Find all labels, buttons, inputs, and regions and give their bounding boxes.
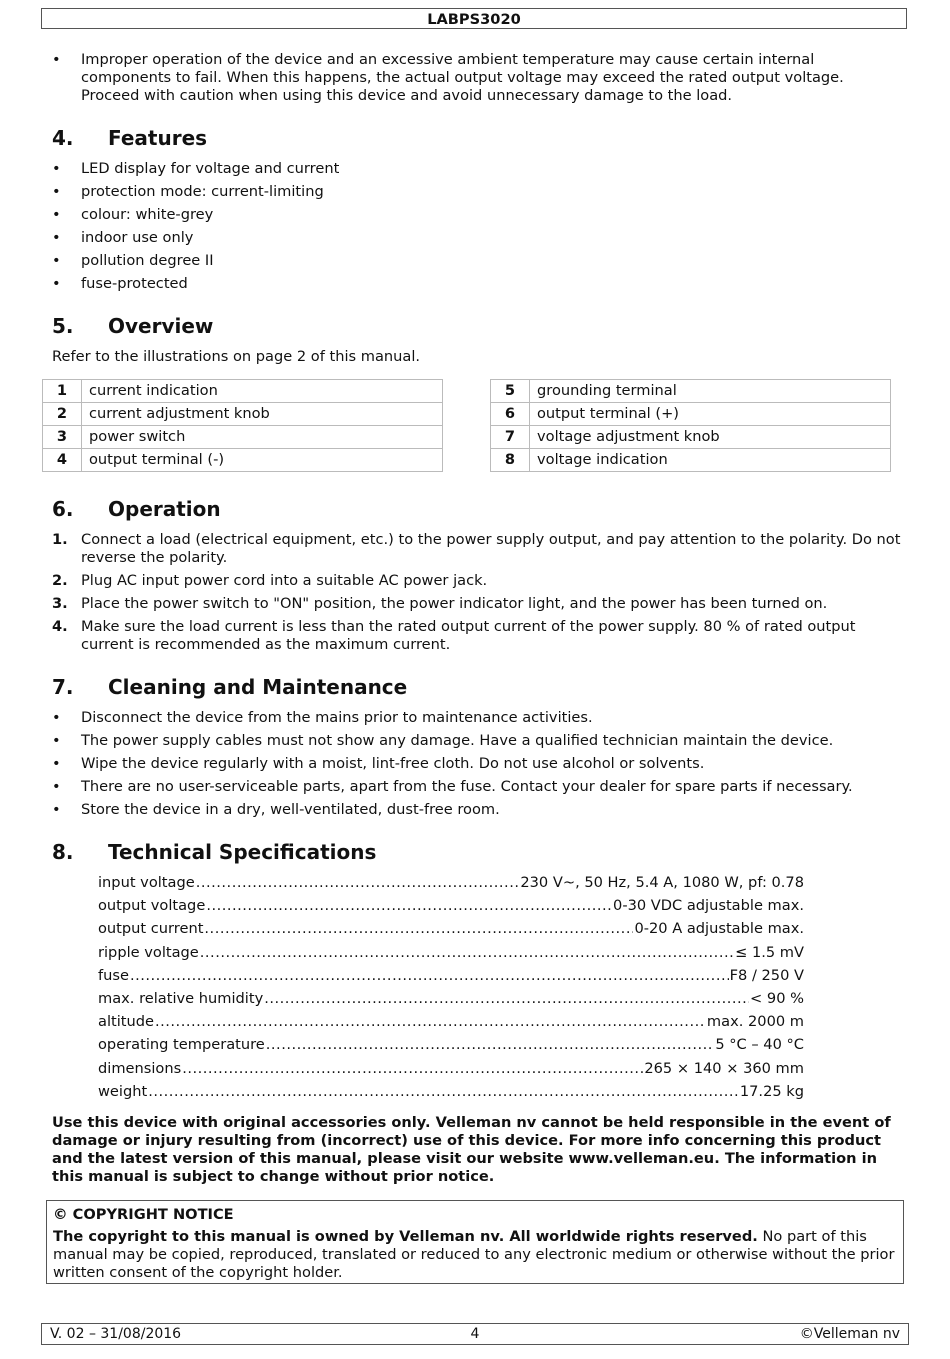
section-number: 7. xyxy=(52,675,74,699)
item-number: 5 xyxy=(491,380,530,403)
item-label: voltage indication xyxy=(530,449,891,472)
features-list xyxy=(52,160,902,298)
section-number: 4. xyxy=(52,126,74,150)
footer-page-number: 4 xyxy=(470,1326,480,1342)
list-item: • The power supply cables must not show any damage. Have a qualified technician maintain the device. xyxy=(52,732,902,750)
usage-notice: Use this device with original accessories only. Velleman nv cannot be held responsible in the event of damage or injury resulting from (incorrect) use of this device. For more info concerning this product and the latest version of this manual, please visit our website www.velleman.eu. The information in this manual is subject to change without prior notice. xyxy=(52,1114,891,1185)
spec-value: 265 × 140 × 360 mm xyxy=(644,1059,804,1077)
list-item: • Store the device in a dry, well-ventilated, dust-free room. xyxy=(52,801,902,819)
spec-label: max. relative humidity xyxy=(98,989,264,1007)
spec-value: 0-30 VDC adjustable max. xyxy=(613,897,804,915)
spec-value: 230 V~, 50 Hz, 5.4 A, 1080 W, pf: 0.78 xyxy=(520,874,804,891)
overview-intro: Refer to the illustrations on page 2 of this manual. xyxy=(52,348,421,365)
section-title-features xyxy=(52,126,207,150)
spec-label: altitude xyxy=(98,1013,154,1031)
section-title-cleaning xyxy=(52,675,407,699)
item-number: 7 xyxy=(491,426,530,449)
spec-list xyxy=(98,871,804,1103)
leader-dots xyxy=(200,941,734,964)
list-item: • Improper operation of the device and an excessive ambient temperature may cause certain internal components to fail. When this happens, the actual output voltage may exceed the rated output voltage. Proceed with caution when using this device and avoid unnecessary damage to the load. xyxy=(52,51,902,105)
table-row xyxy=(43,380,443,403)
step-number: 3. xyxy=(52,595,68,612)
cleaning-list xyxy=(52,709,902,824)
list-item: • pollution degree II xyxy=(52,252,902,270)
footer-version: V. 02 – 31/08/2016 xyxy=(50,1326,182,1342)
section-title-specs xyxy=(52,840,376,864)
leader-dots xyxy=(130,964,729,987)
spec-value: F8 / 250 V xyxy=(729,966,804,984)
spec-value: < 90 % xyxy=(750,989,804,1007)
spec-row xyxy=(98,871,804,894)
item-number: 6 xyxy=(491,403,530,426)
section-title-operation xyxy=(52,497,221,521)
spec-value: max. 2000 m xyxy=(706,1013,804,1031)
list-item: • indoor use only xyxy=(52,229,902,247)
copyright-bold-text: The copyright to this manual is owned by Velleman nv. All worldwide rights reserved. xyxy=(53,1228,758,1245)
spec-row xyxy=(98,964,804,987)
item-number: 2 xyxy=(43,403,82,426)
leader-dots xyxy=(148,1080,739,1103)
spec-label: weight xyxy=(98,1082,148,1100)
table-row xyxy=(43,449,443,472)
spec-row xyxy=(98,917,804,940)
step-text: Connect a load (electrical equipment, etc.) to the power supply output, and pay attention to the polarity. Do not reverse the polarity. xyxy=(81,531,901,566)
leader-dots xyxy=(155,1010,706,1033)
table-row xyxy=(491,426,891,449)
operation-steps xyxy=(52,531,904,659)
step-number: 2. xyxy=(52,572,68,589)
page-header xyxy=(41,8,907,29)
list-item: • LED display for voltage and current xyxy=(52,160,902,178)
footer-owner: ©Velleman nv xyxy=(799,1326,900,1342)
spec-label: output current xyxy=(98,920,204,938)
spec-value: 17.25 kg xyxy=(739,1082,804,1100)
table-row xyxy=(491,403,891,426)
table-row xyxy=(43,426,443,449)
spec-row xyxy=(98,941,804,964)
spec-value: 5 °C – 40 °C xyxy=(715,1036,804,1054)
spec-label: output voltage xyxy=(98,897,206,915)
leader-dots xyxy=(206,894,612,917)
step-number: 1. xyxy=(52,531,68,548)
section-heading: Technical Specifications xyxy=(108,840,377,864)
item-label: output terminal (+) xyxy=(530,403,891,426)
spec-label: ripple voltage xyxy=(98,943,199,961)
step-text: Place the power switch to "ON" position, the power indicator light, and the power has been turned on. xyxy=(81,595,828,612)
spec-value: 0-20 A adjustable max. xyxy=(634,920,804,938)
spec-row xyxy=(98,1010,804,1033)
step-text: Plug AC input power cord into a suitable AC power jack. xyxy=(81,572,488,589)
item-number: 1 xyxy=(43,380,82,403)
spec-value: ≤ 1.5 mV xyxy=(735,943,804,961)
copyright-text: No part of this manual may be copied, reproduced, translated or reduced to any electronic medium or otherwise without the prior written consent of the copyright holder. xyxy=(53,1228,895,1281)
spec-label: operating temperature xyxy=(98,1036,265,1054)
overview-table-left xyxy=(42,379,443,472)
item-label: output terminal (-) xyxy=(82,449,443,472)
item-number: 3 xyxy=(43,426,82,449)
copyright-title: © COPYRIGHT NOTICE xyxy=(53,1206,234,1223)
section-heading: Operation xyxy=(108,497,221,521)
item-number: 8 xyxy=(491,449,530,472)
leader-dots xyxy=(266,1033,715,1056)
section-number: 8. xyxy=(52,840,74,864)
leader-dots xyxy=(182,1057,643,1080)
copyright-box xyxy=(46,1200,904,1284)
item-label: voltage adjustment knob xyxy=(530,426,891,449)
list-item xyxy=(52,531,904,567)
item-label: current adjustment knob xyxy=(82,403,443,426)
spec-row xyxy=(98,894,804,917)
spec-label: fuse xyxy=(98,966,129,984)
list-item xyxy=(52,618,904,654)
list-item: • There are no user-serviceable parts, apart from the fuse. Contact your dealer for spare parts if necessary. xyxy=(52,778,902,796)
page-footer xyxy=(41,1323,909,1345)
leader-dots xyxy=(196,871,520,894)
step-number: 4. xyxy=(52,618,68,635)
table-row xyxy=(43,403,443,426)
section-heading: Cleaning and Maintenance xyxy=(108,675,408,699)
spec-row xyxy=(98,1080,804,1103)
spec-label: dimensions xyxy=(98,1059,182,1077)
spec-row xyxy=(98,987,804,1010)
spec-label: input voltage xyxy=(98,874,195,891)
item-number: 4 xyxy=(43,449,82,472)
list-item: • Wipe the device regularly with a moist, lint-free cloth. Do not use alcohol or solvents. xyxy=(52,755,902,773)
item-label: power switch xyxy=(82,426,443,449)
list-item: • fuse-protected xyxy=(52,275,902,293)
table-row xyxy=(491,380,891,403)
intro-bullet-list xyxy=(52,51,902,110)
spec-row xyxy=(98,1057,804,1080)
section-title-overview xyxy=(52,314,213,338)
list-item: • Disconnect the device from the mains prior to maintenance activities. xyxy=(52,709,902,727)
list-item: • colour: white-grey xyxy=(52,206,902,224)
spec-row xyxy=(98,1033,804,1056)
step-text: Make sure the load current is less than the rated output current of the power supply. 80 % of rated output current is recommended as the maximum current. xyxy=(81,618,856,653)
leader-dots xyxy=(264,987,749,1010)
section-number: 6. xyxy=(52,497,74,521)
section-number: 5. xyxy=(52,314,74,338)
header-title: LABPS3020 xyxy=(427,11,521,28)
section-heading: Overview xyxy=(108,314,214,338)
list-item xyxy=(52,595,904,613)
section-heading: Features xyxy=(108,126,208,150)
list-item: • protection mode: current-limiting xyxy=(52,183,902,201)
list-item xyxy=(52,572,904,590)
table-row xyxy=(491,449,891,472)
leader-dots xyxy=(204,917,633,940)
copyright-body xyxy=(53,1228,897,1282)
item-label: grounding terminal xyxy=(530,380,891,403)
item-label: current indication xyxy=(82,380,443,403)
overview-table-right xyxy=(490,379,891,472)
